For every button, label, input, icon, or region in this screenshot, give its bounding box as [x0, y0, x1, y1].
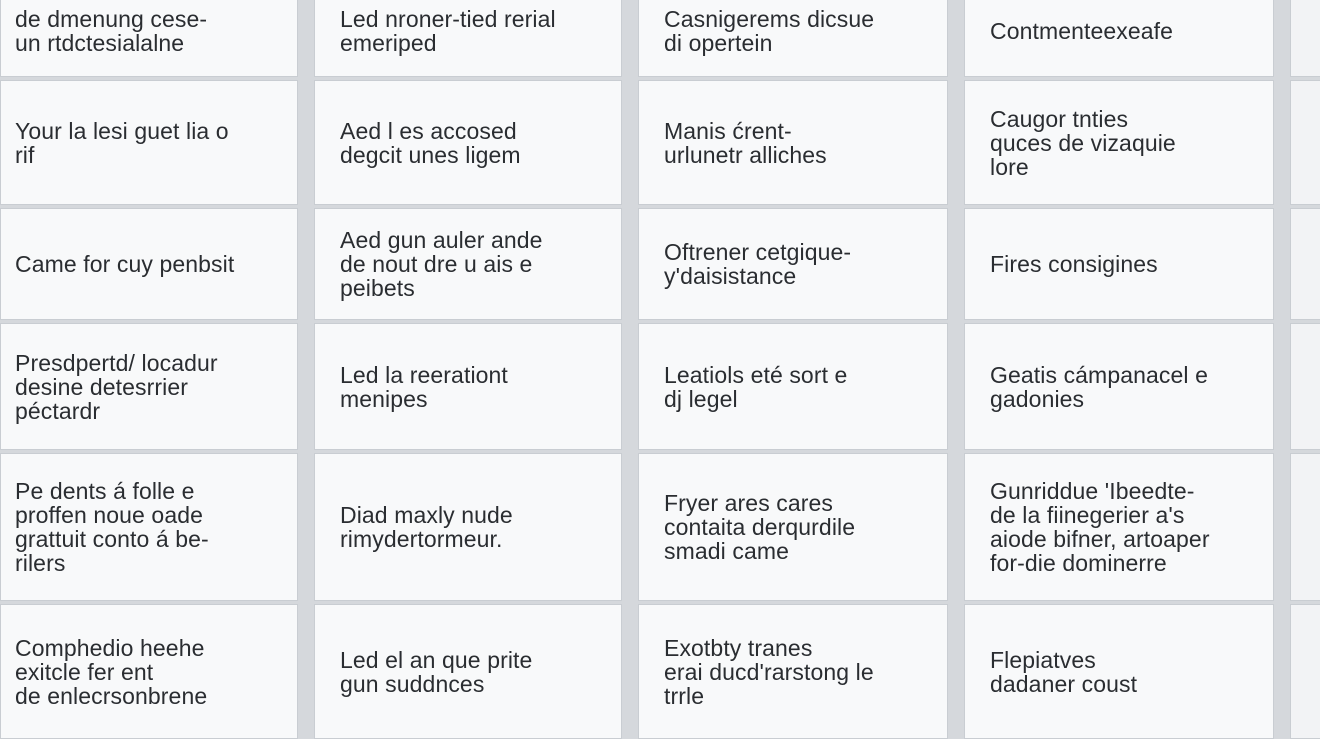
grid-cell-label: Diad maxly nude rimydertormeur.	[340, 502, 513, 552]
grid-cell[interactable]	[964, 80, 1274, 205]
grid-cell-label: Comphedio heehe exitcle fer ent de enlecrsonbrene	[15, 634, 208, 709]
grid-cell[interactable]	[0, 323, 298, 450]
grid-cell[interactable]	[638, 323, 948, 450]
grid-cell-label: Came for cuy penbsit	[15, 251, 235, 277]
grid-cell[interactable]	[638, 208, 948, 320]
grid-cell[interactable]	[314, 208, 622, 320]
grid-cell-label: Geatis cámpanacel e gadonies	[990, 361, 1208, 412]
grid-cell[interactable]	[314, 323, 622, 450]
grid-cell-label: Casnigerems dicsue di opertein	[664, 6, 875, 56]
grid-cell-label: Led la reerationt menipes	[340, 361, 508, 412]
grid-cell[interactable]	[314, 604, 622, 739]
grid-cell[interactable]	[964, 604, 1274, 739]
grid-cell[interactable]	[964, 0, 1274, 77]
grid-cell-label: Led el an que prite gun suddnces	[340, 646, 533, 697]
grid-cell-label: Led nroner-tied rerial emeriped	[340, 6, 556, 56]
grid-cell[interactable]	[638, 0, 948, 77]
grid-cell-label: Fryer ares cares contaita derqurdile smadi came	[664, 490, 856, 564]
grid-cell-label: Aed gun auler ande de nout dre u ais e peibets	[340, 227, 543, 301]
grid-cell[interactable]	[638, 80, 948, 205]
grid-cell[interactable]	[314, 0, 622, 77]
grid-cell-label: Presdpertd/ locadur desine detesrrier péctardr	[15, 349, 218, 424]
grid-cell-partial[interactable]	[1290, 0, 1320, 77]
grid-cell-label: Exotbty tranes erai ducd'rarstong le trrle	[664, 634, 874, 709]
grid-cell[interactable]	[0, 604, 298, 739]
grid-cell-label: Leatiols eté sort e dj legel	[664, 361, 848, 412]
grid-cell-partial[interactable]	[1290, 453, 1320, 601]
grid-cell[interactable]	[0, 0, 298, 77]
grid-cell-partial[interactable]	[1290, 80, 1320, 205]
grid-cell-label: Oftrener cetgique- y'daisistance	[664, 239, 852, 289]
grid-cell-label: Pe dents á folle e proffen noue oade grattuit conto á be- rilers	[15, 478, 209, 576]
grid-cell[interactable]	[314, 80, 622, 205]
grid-cell[interactable]	[964, 208, 1274, 320]
grid-cell[interactable]	[314, 453, 622, 601]
grid-cell[interactable]	[0, 80, 298, 205]
grid-cell-label: Contmenteexeafe	[990, 18, 1174, 44]
grid-cell[interactable]	[0, 453, 298, 601]
grid-cell-label: Manis ćrent- urlunetr alliches	[664, 117, 827, 168]
grid-cell[interactable]	[0, 208, 298, 320]
grid-cell-label: Aed l es accosed degcit unes ligem	[340, 117, 521, 168]
grid-cell-label: Your la lesi guet lia o rif	[15, 117, 229, 168]
grid-cell-partial[interactable]	[1290, 208, 1320, 320]
grid-cell[interactable]	[638, 604, 948, 739]
grid-cell-partial[interactable]	[1290, 323, 1320, 450]
grid-cell-label: Flepiatves dadaner coust	[990, 646, 1138, 697]
grid-cell-label: Fires consigines	[990, 251, 1158, 277]
grid-cell-label: Gunriddue 'Ibeedte- de la fiinegerier a's aiode bifner, artoaper for-die dominerre	[990, 478, 1210, 576]
grid-cell-partial[interactable]	[1290, 604, 1320, 739]
grid-cell-label: Caugor tnties quces de vizaquie lore	[990, 105, 1176, 180]
grid-cell[interactable]	[964, 453, 1274, 601]
grid-cell[interactable]	[638, 453, 948, 601]
grid-cell[interactable]	[964, 323, 1274, 450]
grid-cell-label: de dmenung cese- un rtdctesialalne	[15, 6, 208, 56]
